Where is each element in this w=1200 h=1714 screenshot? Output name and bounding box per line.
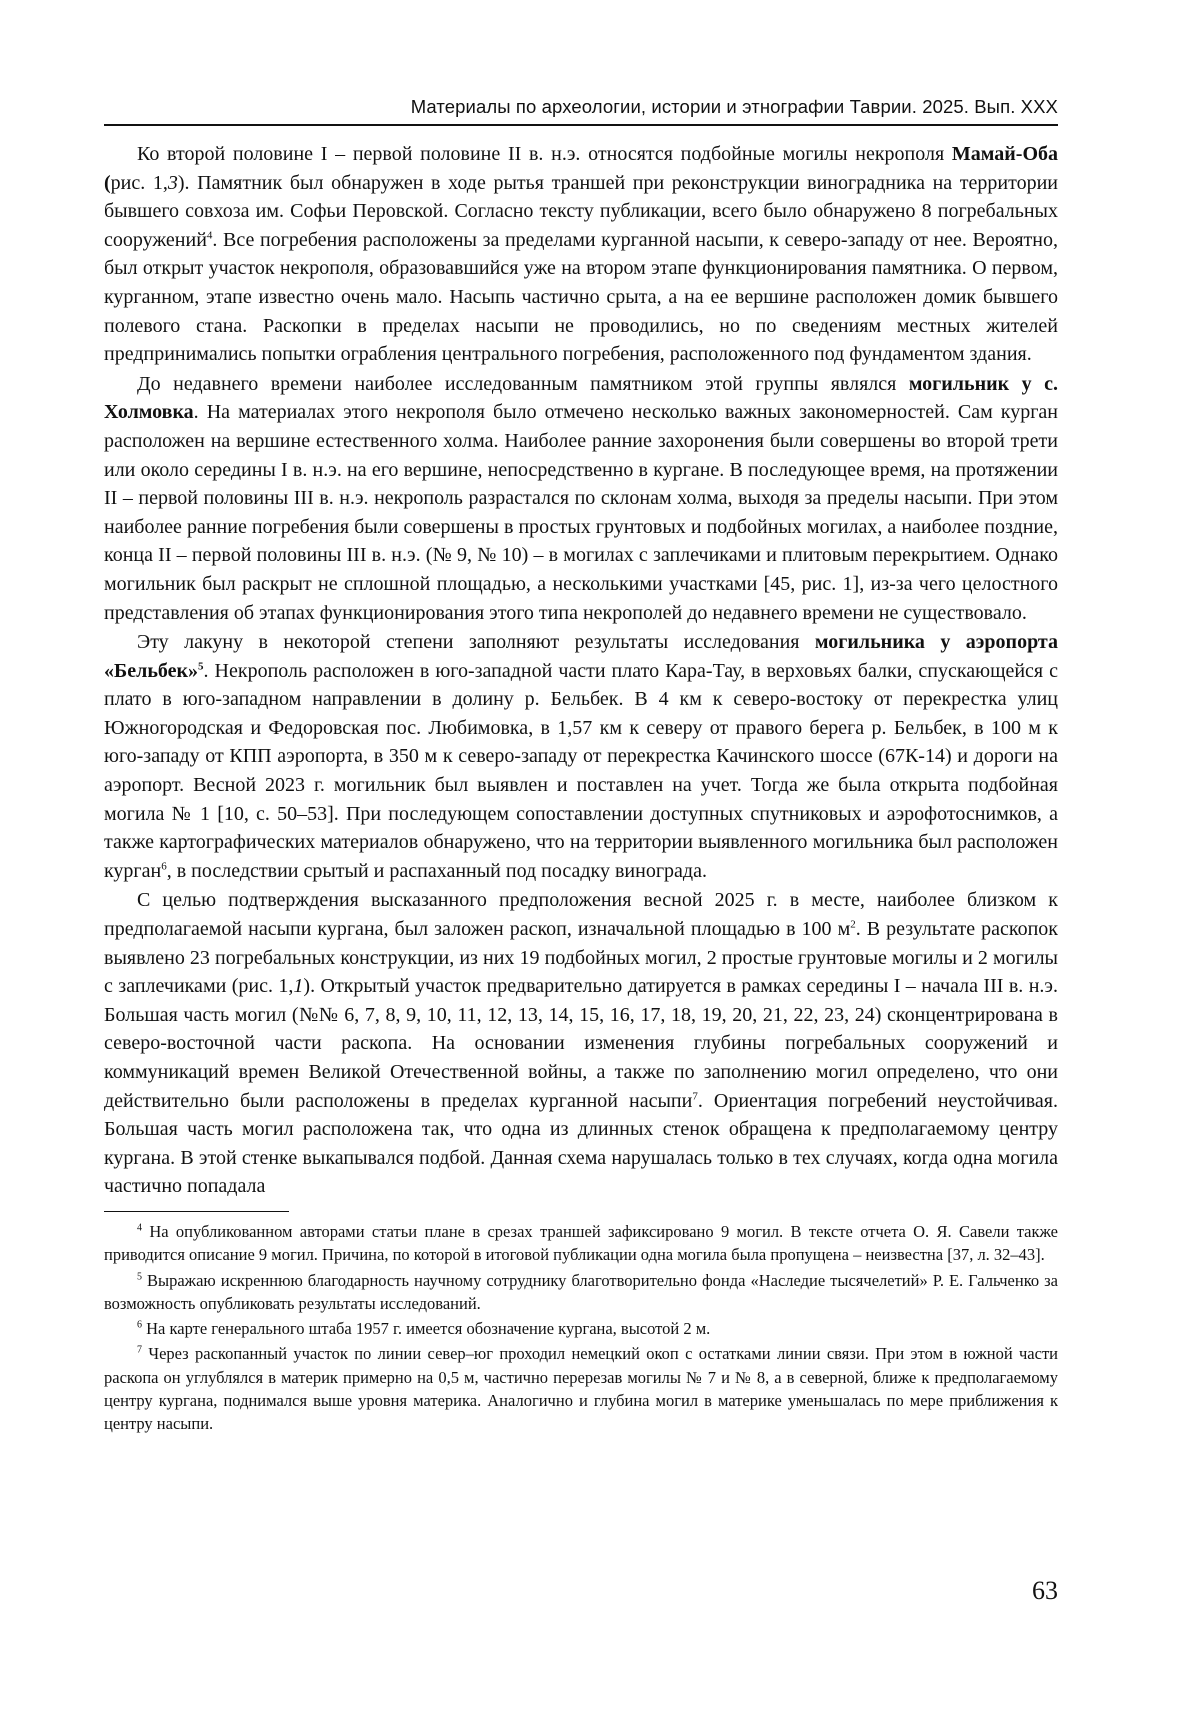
footnote-number: 5 <box>137 1271 142 1283</box>
footnote-number: 4 <box>137 1222 142 1234</box>
paragraph-text: Эту лакуну в некоторой степени заполняют результаты исследования <box>137 631 815 654</box>
bold-term-belbek: могильника у аэропорта «Бельбек» <box>104 631 1058 682</box>
footnote-5 <box>104 1269 1058 1316</box>
figure-ref-italic: 1 <box>293 975 304 998</box>
paragraph-text: ). Открытый участок предварительно датируется в рамках середины I – начала III в. н.э. Большая часть могил (№№ 6, 7, 8, 9, 10, 11, 12, 13, 14, 15, 16, 17, 18, 19, 20, 21, 22, 23, 24) сконцентрирована в северо-восточной части раскопа. На основании изменения глубины погребальных сооружений и коммуникаций времен Великой Отечественной войны, а также по заполнению могил определено, что они действительно были расположены в пределах курганной насыпи <box>104 975 1058 1112</box>
footnote-text: На опубликованном авторами статьи плане в срезах траншей зафиксировано 9 могил. В тексте отчета О. Я. Савели также приводится описание 9 могил. Причина, по которой в итоговой публикации одна могила была пропущена – неизвестна [37, л. 32–43]. <box>104 1221 1058 1265</box>
page <box>104 96 1058 1436</box>
paragraph-text: , в последствии срытый и распаханный под посадку винограда. <box>166 859 707 882</box>
footnote-number: 6 <box>137 1319 142 1331</box>
paragraph-text: ). Памятник был обнаружен в ходе рытья траншей при реконструкции виноградника на территории бывшего совхоза им. Софьи Перовской. Согласно тексту публикации, всего было обнаружено 8 погребальных сооружений <box>104 171 1058 251</box>
paragraph-text: . Все погребения расположены за пределами курганной насыпи, к северо-западу от нее. Вероятно, был открыт участок некрополя, образовавшийся уже на втором этапе функционирования памятника. О первом, курганном, этапе известно очень мало. Насыпь частично срыта, а на ее вершине расположен домик бывшего полевого стана. Раскопки в пределах насыпи не проводились, но по сведениям местных жителей предпринимались попытки ограбления центрального погребения, расположенного под фундаментом здания. <box>104 228 1058 366</box>
page-number: 63 <box>1032 1576 1058 1605</box>
footnotes <box>104 1220 1058 1436</box>
footnote-text: Выражаю искреннюю благодарность научному сотруднику благотворительно фонда «Наследие тысячелетий» Р. Е. Гальченко за возможность опубликовать результаты исследований. <box>104 1270 1058 1313</box>
paragraph-text: . В результате раскопок выявлено 23 погребальных конструкции, из них 19 подбойных могил, 2 простые грунтовые могилы и 2 могилы с заплечиками (рис. 1, <box>104 918 1059 998</box>
paragraph-text: Ко второй половине I – первой половине II в. н.э. относятся подбойные могилы некрополя <box>137 143 952 165</box>
footnote-ref: 5 <box>198 660 204 673</box>
bold-term-kholmovka: могильник у с. Холмовка <box>104 372 1058 424</box>
footnote-ref: 4 <box>206 229 213 242</box>
paragraph-text: . На материалах этого некрополя было отмечено несколько важных закономерностей. Сам курган расположен на вершине естественного холма. Наиболее ранние захоронения были совершены во второй трети или около середины I в. н.э. на его вершине, непосредственно в кургане. В последующее время, на протяжении II – первой половины III в. н.э. некрополь разрастался по склонам холма, выходя за пределы насыпи. При этом наиболее ранние погребения были совершены в простых грунтовых и подбойных могилах, а наиболее поздние, конца II – первой половины III в. н.э. (№ 9, № 10) – в могилах с заплечиками и плитовым перекрытием. Однако могильник был раскрыт не сплошной площадью, а несколькими участками [45, рис. 1], из-за чего целостного представления об этапах функционирования этого типа некрополей до недавнего времени не существовало. <box>104 401 1058 624</box>
running-header: Материалы по археологии, истории и этнографии Таврии. 2025. Вып. XXX <box>104 96 1058 126</box>
footnote-number: 7 <box>137 1344 142 1356</box>
paragraph-text: . Ориентация погребений неустойчивая. Большая часть могил расположена так, что одна из длинных стенок обращена к предполагаемому центру кургана. В этой стенке выкапывался подбой. Данная схема нарушалась только в тех случаях, когда одна могила частично попадала <box>104 1089 1059 1198</box>
footnote-separator <box>104 1211 289 1212</box>
footnote-text: На карте генерального штаба 1957 г. имеется обозначение кургана, высотой 2 м. <box>142 1319 711 1339</box>
paragraph-belbek <box>104 628 1058 885</box>
footnote-ref: 6 <box>161 860 167 873</box>
paragraph-text: рис. 1, <box>110 171 168 194</box>
body-text <box>104 140 1058 1201</box>
footnote-7 <box>104 1342 1058 1435</box>
footnote-ref: 7 <box>692 1089 698 1102</box>
paragraph-text: До недавнего времени наиболее исследованным памятником этой группы являлся <box>137 372 909 395</box>
footnote-text: Через раскопанный участок по линии север–юг проходил немецкий окоп с остатками линии связи. При этом в южной части раскопа он углублялся в материк примерно на 0,5 м, частично перерезав могилы № 7 и № 8, а в северной, ближе к предполагаемому центру кургана, поднимался выше уровня материка. Аналогично и глубина могил в материке уменьшалась по мере приближения к центру насыпи. <box>104 1344 1058 1434</box>
figure-ref-italic: 3 <box>167 171 178 194</box>
superscript-square: 2 <box>850 918 856 931</box>
paragraph-kholmovka <box>104 370 1058 627</box>
footnote-4 <box>104 1220 1058 1267</box>
paragraph-mamai-oba <box>104 140 1058 369</box>
bold-term-mamai-oba: Мамай-Оба ( <box>104 143 1058 194</box>
paragraph-excavation-2025 <box>104 886 1058 1201</box>
footnote-6 <box>104 1317 1058 1340</box>
paragraph-text: С целью подтверждения высказанного предположения весной 2025 г. в месте, наиболее близком к предполагаемой насыпи кургана, был заложен раскоп, изначальной площадью в 100 м <box>104 889 1058 941</box>
paragraph-text: . Некрополь расположен в юго-западной части плато Кара-Тау, в верховьях балки, спускающейся с плато в юго-западном направлении в долину р. Бельбек. В 4 км к северо-востоку от перекрестка улиц Южногородская и Федоровская пос. Любимовка, в 1,57 км к северу от правого берега р. Бельбек, в 100 м к юго-западу от КПП аэропорта, в 350 м к северо-западу от перекрестка Качинского шоссе (67К-14) и дороги на аэропорт. Весной 2023 г. могильник был выявлен и поставлен на учет. Тогда же была открыта подбойная могила № 1 [10, с. 50–53]. При последующем сопоставлении доступных спутниковых и аэрофотоснимков, а также картографических материалов обнаружено, что на территории выявленного могильника был расположен курган <box>104 659 1058 882</box>
